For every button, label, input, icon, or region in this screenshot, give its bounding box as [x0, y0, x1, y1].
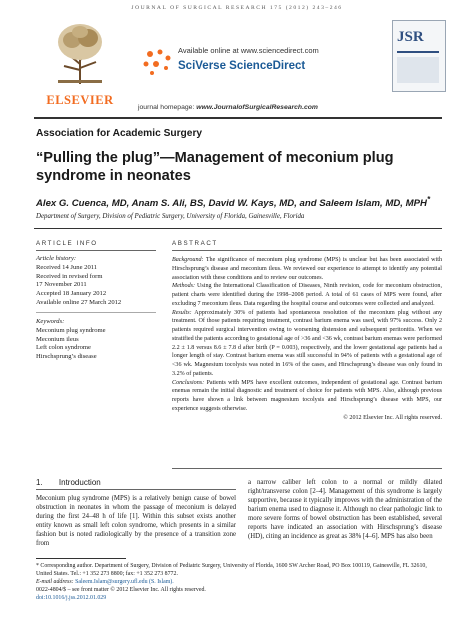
conclusions-text: Patients with MPS have excellent outcomes, independent of gestational age. Contrast barium enemas remain the initial diagnostic and treatment of choice for patients with MPS. Also, although previous reports have shown a link between magnesium tocolysis and Hirschsprung’s disease with MPS, our experience suggests otherwise.: [172, 379, 442, 412]
history-line: Available online 27 March 2012: [36, 298, 122, 306]
results-text: Approximately 30% of patients had spontaneous resolution of the meconium plug without any treatment. Of those patients requiring treatment, contrast barium enema was used, with 97% success. Only 2 patients required surgical intervention owing to worsening distension and subsequent peritonitis. When we stratified the patients according to gestational age of >36 and <36 wk, contrast barium enemas were performed 2.2 ± 1.8 versus 8.6 ± 7.8 d after birth (P = 0.003), respectively, and the lower gestational age patients had a longer length of stay. Contrast barium enema was still successful in 94% of patients with a gestational age of <36 wk. Magnesium tocolysis was noted in 16% of the cases, and Hirschsprung’s disease was only found in 3.2% of patients.: [172, 309, 443, 377]
affiliation: Department of Surgery, Division of Pediatric Surgery, University of Florida, Gainesville, Florida: [36, 213, 305, 220]
abstract-conclusions: [172, 379, 442, 414]
association-label: Association for Academic Surgery: [36, 128, 203, 139]
journal-homepage-label: journal homepage:: [138, 104, 195, 111]
keywords: [36, 318, 161, 362]
history-line: 17 November 2011: [36, 281, 87, 289]
email-link[interactable]: Saleem.Islam@surgery.ufl.edu (S. Islam).: [75, 579, 174, 585]
email-line: [36, 578, 444, 586]
corresponding-author-mark[interactable]: *: [426, 195, 431, 204]
introduction-rule: [36, 489, 236, 490]
cover-rule: [397, 51, 439, 53]
conclusions-label: Conclusions:: [172, 379, 205, 386]
keyword-item: Left colon syndrome: [36, 344, 91, 352]
background-label: Background:: [172, 257, 204, 263]
history-line: Received 14 June 2011: [36, 263, 98, 271]
abstract-heading: ABSTRACT: [172, 240, 218, 247]
journal-running-header: JOURNAL OF SURGICAL RESEARCH 175 (2012) 243–246: [131, 5, 343, 11]
article-title: “Pulling the plug”—Management of meconium plug syndrome in neonates: [36, 150, 394, 184]
authors-text: Alex G. Cuenca, MD, Anam S. Ali, BS, David W. Kays, MD, and Saleem Islam, MD, MPH: [36, 198, 427, 210]
article-history: [36, 255, 161, 308]
methods-text: Using the International Classification of Diseases, Ninth revision, code for meconium obstruction, patient charts were identified during the 1998–2008 period. A total of 61 cases of MPS were found, after excluding 7 meconium ileus. Data regarding the hospital course and outcomes were collected and analyzed.: [172, 283, 442, 307]
journal-cover-title: JSR: [397, 29, 424, 45]
keyword-item: Meconium plug syndrome: [36, 326, 106, 334]
journal-homepage: [138, 104, 318, 111]
header-rule: [34, 117, 442, 119]
abstract-methods: [172, 282, 442, 308]
elsevier-logo-text: ELSEVIER: [46, 93, 114, 107]
section-title: Introduction: [58, 478, 101, 487]
footnotes: [36, 562, 444, 602]
journal-cover-thumbnail[interactable]: [392, 20, 446, 92]
available-online-text[interactable]: Available online at www.sciencedirect.com: [178, 46, 319, 55]
introduction-right-column: a narrow caliber left colon to a normal or mildly dilated right/transverse colon [2–4]. Management of this syndrome is largely supportive, because it typically improves with the administration of the barium enema used to diagnose it. Although no clear pathologic link to more severe forms of bowel obstruction has been established, several reports have indicated an association with Hirschsprung’s disease (HD), citing an incidence as great as 38% [4–6]. MPS has also been: [248, 479, 442, 540]
abstract-body: [172, 256, 442, 422]
results-label: Results:: [172, 309, 192, 316]
introduction-heading: [36, 478, 101, 487]
history-line: Received in revised form: [36, 272, 103, 280]
article-info-heading: ARTICLE INFO: [36, 240, 98, 247]
abstract-results: [172, 309, 442, 379]
doi-link[interactable]: doi:10.1016/j.jss.2012.01.029: [36, 595, 107, 601]
abstract-background: [172, 256, 442, 282]
keyword-item: Hirschsprung’s disease: [36, 353, 97, 361]
elsevier-logo[interactable]: [34, 18, 126, 108]
email-label: E-mail address:: [36, 579, 74, 585]
journal-homepage-link[interactable]: www.JournalofSurgicalResearch.com: [196, 104, 318, 111]
keywords-label: Keywords:: [36, 318, 65, 325]
cover-image-block: [397, 57, 439, 83]
corresponding-author-note: * Corresponding author. Department of Surgery, Division of Pediatric Surgery, University of Florida, 1600 SW Archer Road, PO Box 100119, Gainesville, FL 32610, United States. Tel.: +1 352 273 8800; fax: +1 352 273 8772.: [36, 563, 427, 577]
methods-label: Methods:: [172, 283, 196, 290]
article-history-label: Article history:: [36, 255, 77, 262]
article-info-rule: [36, 250, 156, 251]
affiliation-rule: [34, 228, 442, 229]
sciencedirect-logo-icon: [138, 44, 176, 80]
background-text: The significance of meconium plug syndrome (MPS) is unclear but has been associated with Hirschsprung’s disease and meconium ileus. We reviewed our experience to attempt to identify any potential association with these conditions and to review our outcomes.: [172, 257, 443, 281]
elsevier-tree-icon: [54, 20, 106, 86]
abstract-rule: [172, 250, 442, 251]
issn-line: 0022-4804/$ – see front matter © 2012 Elsevier Inc. All rights reserved.: [36, 587, 206, 593]
keywords-rule: [36, 312, 156, 313]
author-list: [36, 195, 444, 209]
introduction-left-column: Meconium plug syndrome (MPS) is a relatively benign cause of bowel obstruction in neonates in whom the passage of meconium is delayed during the first 24–48 h of life [1]. Within this subset exists another entity known as small left colon syndrome, which presents in a similar fashion but is noted radiologically by the presence of a transition zone from: [36, 495, 236, 547]
keyword-item: Meconium ileus: [36, 335, 79, 343]
sciverse-sciencedirect-title[interactable]: SciVerse ScienceDirect: [178, 60, 306, 72]
footnote-rule: [36, 558, 126, 559]
section-number: 1.: [36, 478, 43, 487]
abstract-bottom-rule: [172, 468, 442, 469]
abstract-copyright: © 2012 Elsevier Inc. All rights reserved.: [343, 414, 442, 421]
history-line: Accepted 18 January 2012: [36, 290, 107, 298]
